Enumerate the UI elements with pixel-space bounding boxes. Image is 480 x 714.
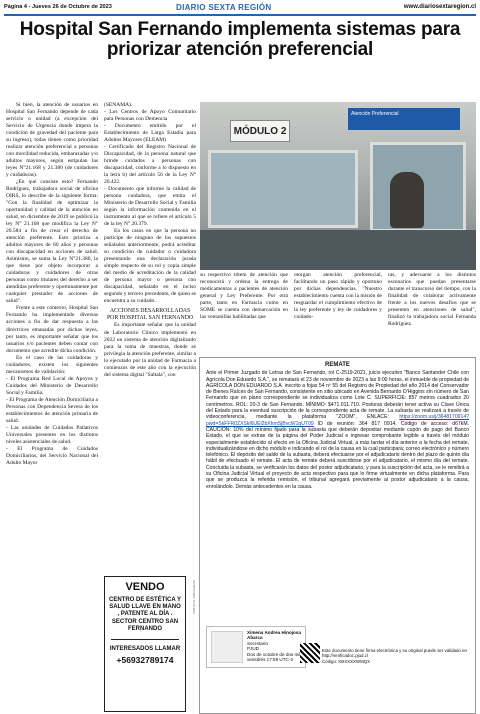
- page-header: [4, 4, 476, 14]
- paragraph: - Documento emitido por el Establecimiento de Larga Estadía para Adultos Mayores (ELEAM): [104, 123, 196, 144]
- header-rule: [4, 14, 476, 16]
- paragraph: Frente a este contexto, Hospital San Fernando ha implementado diversas acciones a fin de dar respuesta a las directrices emanadas por dichas leyes, por tanto, es importante señalar que los usuarios y/o pacientes deben contar con documento que acredite dicha condición.: [6, 305, 98, 354]
- paragraph: Es importante señalar que la unidad de Laboratorio Clínico implementó en 2022 un sistema de atención digitalizado para la toma de muestras, donde se privilegia la atención preferente, similar a lo ejecutado por la unidad de Farmacia a comienzos de este año con la ejecución del sistema digital "Saltala", con: [104, 322, 196, 378]
- paragraph: - Los Centros de Apoyo Comunitario para Personas con Demencia: [104, 109, 196, 123]
- photo-window: [208, 150, 358, 228]
- paragraph: - El Programa Red Local de Apoyos y Cuidados del Ministerio de Desarrollo Social y Familia.: [6, 375, 98, 396]
- page-info: Página 4 - Jueves 26 de Octubre de 2023: [4, 4, 112, 10]
- article-column-3: su respectivo tótem de atención que reconocerá y ordena la entrega de medicamentos a pacientes de atención general y Ley Preferente. Por otra parte, tanto en Farmacia como en SOME se cuenta con demarcación en las ventanillas habilitadas que: [200, 272, 288, 321]
- signature-seal-icon: [211, 631, 243, 663]
- paragraph: - Documento que informe la calidad de persona cuidadora, que emita el Ministerio de Desarrollo Social y Familia según la información contenida en el instrumento al que se refiere el artículo 5 de la ley N° 20.379.: [104, 186, 196, 228]
- signer-block: [247, 630, 305, 662]
- headline: Hospital San Fernando implementa sistemas para priorizar atención preferencial: [19, 19, 461, 60]
- site-link[interactable]: www.diariosextaregion.cl: [403, 4, 476, 10]
- qr-code-label: Código: KBXXXXWMQX: [322, 658, 371, 664]
- signer-note: Dos de octubre de dos mil veintitrés 17:59 UTC-3: [247, 651, 301, 663]
- paragraph: En el caso de las cuidadoras y cuidadores, existen los siguientes mecanismos de validación:: [6, 354, 98, 375]
- vendo-side-note: NOTIFICADO: 25-10-2023: [192, 580, 196, 614]
- paragraph: ¿En qué consiste esto? Fernando Rodríguez, trabajadora social de oficina OIRS, lo describe de la siguiente forma: "Con la finalidad de optimizar la oportunidad y calidad de la atención en salud, en diciembre de 2019 se publicó la ley N° 21.168 que modifica la Ley N° 20.584 a fin de crear el derecho de atención preferente. Esto prioriza a adultos mayores de 60 años y personas con discapacidad en acciones de salud. Asimismo, se suma la Ley N°21.380, la que tiene por objeto incorporar a cuidadoras y cuidadores de otras personas como titulares del derecho a ser atendidas preferente y oportunamente por cualquier prestador de acciones de salud".: [6, 179, 98, 305]
- vendo-divider: [111, 639, 179, 640]
- zoom-link[interactable]: https://zoom.us/j/3648170914?pwd=SkFFR0ZXSkl6UEl2bXhmSjBvcW1qUT09: [206, 414, 469, 427]
- paragraph: - Certificado del Registro Nacional de Discapacidad, de la persona natural que brinde cuidados a personas con discapacidad, conforme a lo dispuesto en la letra b) del artículo 56 de la Ley N° 20.422.: [104, 144, 196, 186]
- vendo-title: VENDO: [125, 581, 165, 593]
- photo-person: [390, 172, 424, 228]
- photo-sign: MÓDULO 2: [230, 120, 290, 142]
- masthead: DIARIO SEXTA REGIÓN: [176, 3, 272, 12]
- remate-text-2: ID de reunión: 364 817 0914. Código de acceso: d67kM. CAUCIÓN: 10% del mínimo fijado para la subasta que deberán depositar mediante cupón de pago del Banco Estado, el que se extrae de la página del Poder Judicial e ingresar comprobante legible a través del módulo especialmente establecido al efecto en la Oficina Judicial Virtual, a más tardar el día anterior a la fecha del remate, individualizándose en dicho módulo e indicando el rol de la causa en la cual participará; correo electrónico y número telefónico. El depósito del saldo de la subasta, deberá efectuarse por el adjudicatario dentro del plazo de quinto día hábil de efectuado el remate. El acta de remate deberá suscribirse por el adjudicatario, el mismo día del remate. Concluida la subasta, se verificarán los datos del postor adjudicatario, y para la suscripción del acta, se le remitirá a su Oficina Judicial Virtual el proyecto de acta respectivo para que lo firme virtualmente en dicha plataforma. Para que se produzca la referida remisión, el tribunal agregará previamente al postor adjudicatario a la causa, enrolándolo. Demás antecedentes en la causa.: [206, 420, 469, 490]
- article-column-2: [104, 102, 196, 574]
- paragraph: (SENAMA).: [104, 102, 133, 108]
- signature-box: [206, 626, 306, 668]
- vendo-description: CENTRO DE ESTÉTICA Y SALUD LLAVE EN MANO , PATENTE AL DÍA . SECTOR CENTRO SAN FERNANDO: [109, 597, 182, 632]
- remate-text: Ante el Primer Juzgado de Letras de San Fernando, rol C-2519-2021, juicio ejecutivo "Banco Santander Chile con Agrícola Don Eduardo S.A.", se rematará el 23 de noviembre de 2023 a las 9:00 horas, el inmueble de propiedad de AGRÍCOLA DON EDUARDO S.A. inscrito a fojas 54 nº 55 del Registro de Propiedad del año 2014 del Conservador de Bienes Raíces de San Fernando, consistente en sitio ubicado en Avenida Bernardo O'Higgins sin número de San Fernando que en plano correspondiente se individualiza como Lote C. SUPERFICIE: 857 metros cuadrados 20 centímetros. ROL: 20-3 de San Fernando. MÍNIMO: $471.011.710. Posturas deberán tener activa su Clave Única del Estado para la eventual suscripción de la correspondiente acta de remate. La subasta se realizará a través de videoconferencia, mediante la plataforma "ZOOM", ENLACE:: [206, 370, 469, 421]
- photo-banner: Atención Preferencial: [348, 108, 460, 130]
- remate-title: REMATE: [325, 362, 350, 368]
- article-column-1: [6, 102, 98, 712]
- signer-org: PJUD: [247, 646, 259, 652]
- classified-ad-vendo: [104, 576, 186, 712]
- paragraph: - Las unidades de Cuidados Paliativos Universales presentes en los distintos niveles asistenciales de salud.: [6, 424, 98, 445]
- signer-name: Ximena Andrea Hinojosa Abarca: [247, 630, 301, 641]
- vendo-contact: INTERESADOS LLAMAR: [109, 646, 181, 653]
- article-column-4: otorgan atención preferencial, facilitando un paso rápido y oportuno por dichas dependencias. "Nuestro establecimiento cuenta con la misión de resguardar el cumplimiento efectivo de la ley preferente y ley de cuidadores y cuidado-: [294, 272, 382, 321]
- article-photo: [200, 102, 476, 270]
- legal-notice-remate: [199, 357, 476, 714]
- qr-validation-text: [322, 648, 468, 664]
- signer-role: Secretario: [247, 640, 268, 646]
- paragraph: - El Programa de Cuidados Domiciliarios, del Servicio Nacional del Adulto Mayor: [6, 445, 98, 466]
- section-heading: ACCIONES DESARROLLADAS POR HOSPITAL SAN FERNANDO: [106, 308, 194, 322]
- article-column-5: ras, y adecuarse a los distintos escenarios que puedan presentarse durante el transcurso del tiempo, con la finalidad de colaborar activamente frente a los nuevos desafíos que se presenten en atenciones de salud", finalizó la trabajadora social Fernanda Rodríguez.: [388, 272, 476, 328]
- photo-counter: [200, 230, 476, 270]
- vendo-phone[interactable]: +56932789174: [116, 655, 174, 666]
- remate-body: [206, 370, 469, 490]
- paragraph: Si bien, la atención de usuarios en Hospital San Fernando depende de cada servicio o unidad (a excepción del Servicio de Urgencia donde impera la condición de gravedad del paciente para su ingreso), todas tienen como prioridad realizar atención preferencial a personas con movilidad reducida, embarazadas y/o adultos mayores, según estipulan las leyes N°21.168 y 21.380 (de cuidadores y cuidadoras).: [6, 102, 98, 179]
- qr-code-icon: [300, 643, 320, 663]
- qr-text: Este documento tiene firma electrónica y su original puede ser validado en http://verificadoc.pjud.cl: [322, 648, 467, 659]
- paragraph: - El Programa de Atención Domiciliaria a Personas con Dependencia Severa de los establecimientos de atención primaria de salud.: [6, 396, 98, 424]
- paragraph: En los casos en que la persona no participe de ninguno de los supuestos señalados anteriormente, podrá acreditar su condición de cuidador o cuidadora presentando una declaración jurada simple respecto de su rol y copia simple del medio de acreditación de la calidad de persona mayor o persona con discapacidad, señalado en el inciso segundo y tercero precedente, de quien se encuentra a su cuidado.: [104, 228, 196, 305]
